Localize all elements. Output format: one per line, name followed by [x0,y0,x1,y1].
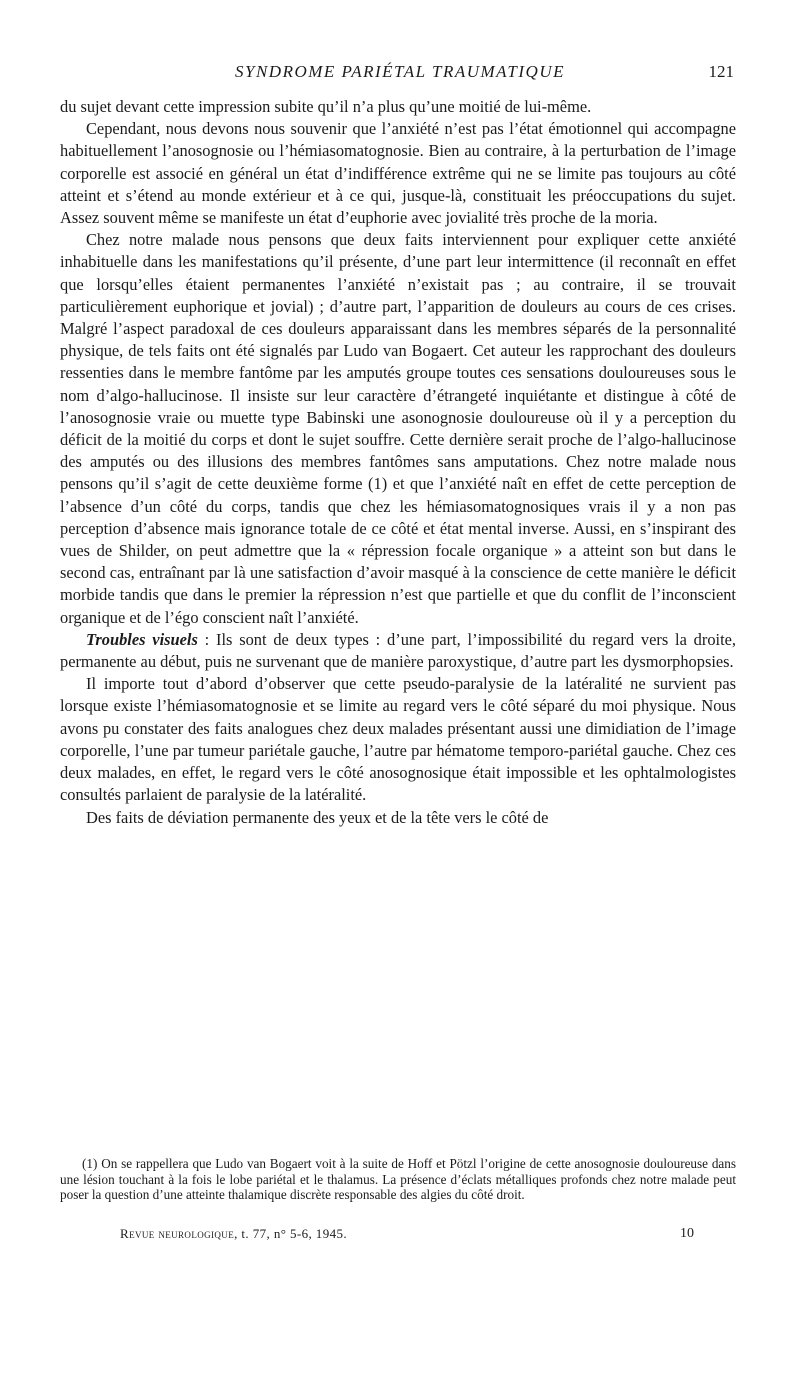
journal-name: Revue neurologique, [120,1226,238,1241]
journal-reference [120,1226,347,1242]
footnote-1: (1) On se rappellera que Ludo van Bogaert voit à la suite de Hoff et Pötzl l’origine de cette anosognosie douloureuse dans une lésion touchant à la fois le lobe pariétal et le thalamus. La présence d’éclats métalliques profonds chez notre malade peut poser la question d’une atteinte thalamique discrète responsable des algies du côté droit. [60,1156,736,1203]
page-number: 121 [708,62,734,81]
paragraph-visual-troubles [60,629,736,673]
running-head [60,62,740,86]
paragraph-algo-hallucinose: Chez notre malade nous pensons que deux faits interviennent pour expliquer cette anxiété inhabituelle dans les manifestations qu’il présente, d’une part leur intermittence (il reconnaît en effet que lorsqu’elles étaient permanentes l’anxiété n’existait pas ; au contraire, il se trouvait particulièrement euphorique et jovial) ; d’autre part, l’apparition de douleurs au cours de ces crises. Malgré l’aspect paradoxal de ces douleurs apparaissant dans les membres séparés de la personnalité physique, de tels faits ont été signalés par Ludo van Bogaert. Cet auteur les rapprochant des douleurs ressenties dans le membre fantôme par les amputés groupe toutes ces sensations douloureuses sous le nom d’algo-hallucinose. Il insiste sur leur caractère d’étrangeté inquiétante et distingue à côté de l’anosognosie vraie ou muette type Babinski une asonognosie douloureuse où il y a perception du déficit de la moitié du corps et dont le sujet souffre. Cette dernière serait proche de l’algo-hallucinose des amputés ou des illusions des membres fantômes sans amputations. Chez notre malade nous pensons qu’il s’agit de cette deuxième forme (1) et que l’anxiété naît en effet de cette perception de l’absence d’un côté du corps, tandis que chez les hémiasomatognosiques vrais il y a non pas perception d’absence mais ignorance totale de ce côté et état mental inverse. Aussi, en s’inspirant des vues de Shilder, on peut admettre que la « répression focale organique » a atteint son but dans le second cas, entraînant par là une satisfaction d’avoir masqué à la conscience de cette manière le déficit morbide tandis que dans le premier la répression n’est que partielle et que du conflit de l’inconscient organique et de l’égo conscient naît l’anxiété. [60,230,736,627]
journal-footer [120,1226,694,1246]
journal-volume: t. 77, n° 5-6, 1945. [241,1226,348,1241]
running-title: SYNDROME PARIÉTAL TRAUMATIQUE [235,62,565,81]
footnotes [60,1156,736,1203]
paragraph-visual-troubles-text: : Ils sont de deux types : d’une part, l’impossibilité du regard vers la droite, permanente au début, puis ne survenant que de manière paroxystique, d’autre part les dysmorphopsies. [60,629,737,672]
paragraph-pseudo-paralysis: Il importe tout d’abord d’observer que cette pseudo-paralysie de la latéralité ne survient pas lorsque existe l’hémiasomatognosie et se limite au regard vers le côté séparé du moi physique. Nous avons pu constater des faits analogues chez deux malades présentant aussi une dimidiation de l’image corporelle, l’une par tumeur pariétale gauche, l’autre par hématome temporo-pariétal gauche. Chez ces deux malades, en effet, le regard vers le côté anosognosique était impossible et les ophtalmologistes consultés parlaient de paralysie de la latéralité. [60,674,736,805]
body-text [60,96,736,829]
printer-signature: 10 [680,1226,694,1241]
paragraph-continued: du sujet devant cette impression subite qu’il n’a plus qu’une moitié de lui-même. [60,97,592,116]
section-subhead: Troubles visuels [86,629,198,649]
paragraph-anxiety: Cependant, nous devons nous souvenir que l’anxiété n’est pas l’état émotionnel qui accompagne habituellement l’anosognosie ou l’hémiasomatognosie. Bien au contraire, à la perturbation de l’image corporelle est associé en général un état d’indifférence extrême qui ne se limite pas toujours au côté atteint et s’étend au monde extérieur et à ce qui, jusque-là, constituait les préoccupations du sujet. Assez souvent même se manifeste un état d’euphorie avec jovialité très proche de la moria. [60,119,736,228]
paragraph-deviation: Des faits de déviation permanente des yeux et de la tête vers le côté de [86,807,549,827]
